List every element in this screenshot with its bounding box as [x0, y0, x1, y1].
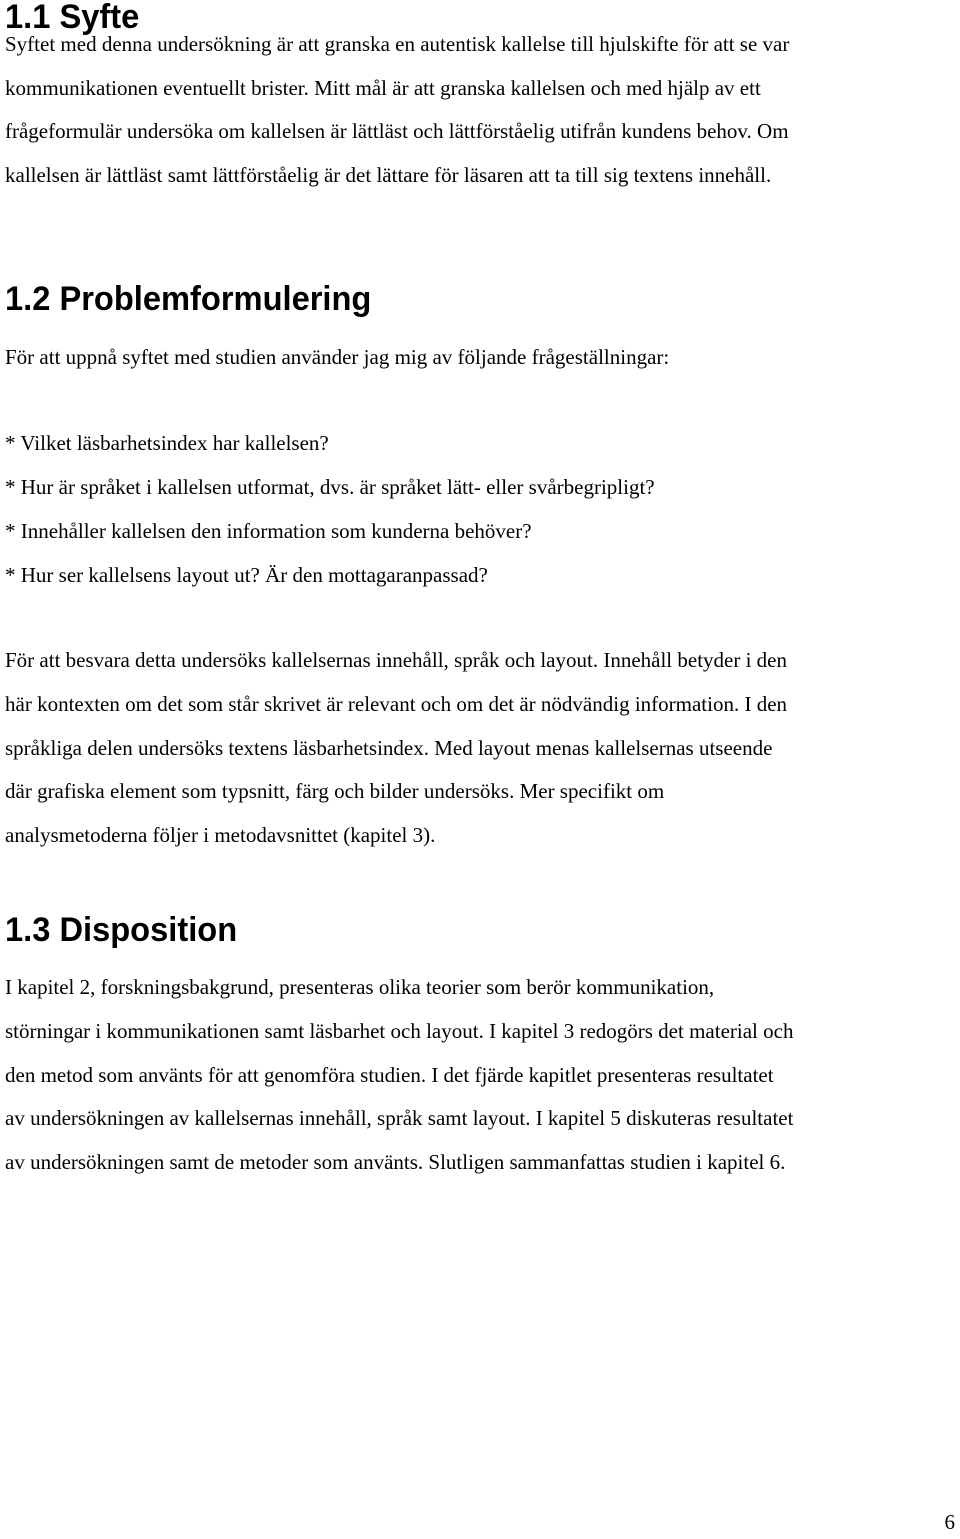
list-item: * Vilket läsbarhetsindex har kallelsen?	[5, 431, 329, 455]
paragraph-problem-method	[5, 639, 955, 858]
paragraph-line: kommunikationen eventuellt brister. Mitt mål är att granska kallelsen och med hjälp av ett	[5, 75, 761, 100]
paragraph-line: störningar i kommunikationen samt läsbarhet och layout. I kapitel 3 redogörs det material och	[5, 1018, 794, 1043]
page-number: 6	[944, 1510, 955, 1534]
paragraph-line: den metod som använts för att genomföra studien. I det fjärde kapitlet presenteras resultatet	[5, 1062, 774, 1087]
paragraph-line: där grafiska element som typsnitt, färg och bilder undersöks. Mer specifikt om	[5, 779, 665, 804]
paragraph-line: För att uppnå syftet med studien använder jag mig av följande frågeställningar:	[5, 345, 670, 369]
list-item: * Hur är språket i kallelsen utformat, dvs. är språket lätt- eller svårbegripligt?	[5, 475, 655, 499]
paragraph-line: kallelsen är lättläst samt lättförståelig är det lättare för läsaren att ta till sig textens innehåll.	[5, 162, 772, 187]
paragraph-line: För att besvara detta undersöks kallelsernas innehåll, språk och layout. Innehåll betyder i den	[5, 648, 788, 672]
paragraph-line: I kapitel 2, forskningsbakgrund, presenteras olika teorier som berör kommunikation,	[5, 975, 715, 999]
paragraph-line: Syftet med denna undersökning är att granska en autentisk kallelse till hjulskifte för att se var	[5, 32, 790, 56]
paragraph-syfte	[5, 23, 955, 197]
heading-disposition: 1.3 Disposition	[5, 911, 238, 949]
list-item: * Innehåller kallelsen den information som kunderna behöver?	[5, 519, 532, 543]
paragraph-line: av undersökningen samt de metoder som använts. Slutligen sammanfattas studien i kapitel 6.	[5, 1150, 786, 1175]
list-item: * Hur ser kallelsens layout ut? Är den mottagaranpassad?	[5, 563, 488, 587]
paragraph-line: analysmetoderna följer i metodavsnittet (kapitel 3).	[5, 823, 436, 848]
problem-intro	[5, 336, 955, 380]
paragraph-line: språkliga delen undersöks textens läsbarhetsindex. Med layout menas kallelsernas utseende	[5, 735, 773, 760]
paragraph-line: av undersökningen av kallelsernas innehåll, språk samt layout. I kapitel 5 diskuteras resultatet	[5, 1106, 794, 1131]
heading-problemformulering: 1.2 Problemformulering	[5, 280, 372, 318]
paragraph-line: här kontexten om det som står skrivet är relevant och om det är nödvändig information. I den	[5, 691, 788, 716]
paragraph-disposition	[5, 966, 955, 1185]
heading-syfte: 1.1 Syfte	[5, 0, 140, 36]
paragraph-line: frågeformulär undersöka om kallelsen är lättläst och lättförståelig utifrån kundens behov. Om	[5, 119, 789, 143]
question-list	[5, 421, 655, 597]
